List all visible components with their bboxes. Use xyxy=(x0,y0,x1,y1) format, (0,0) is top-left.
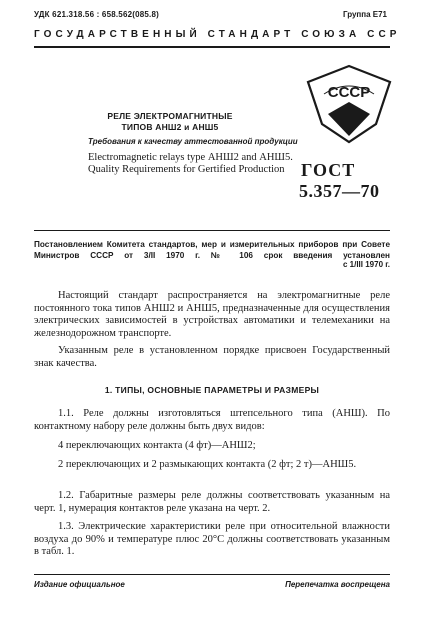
document-title-line2: ТИПОВ АНШ2 и АНШ5 xyxy=(121,122,219,132)
clause-1-3: 1.3. Электрические характеристики реле при относительной влажности воздуха до 90% и температуре плюс 20°С должны соответствовать указанным в табл. 1. xyxy=(34,521,390,557)
emblem-text: СССР xyxy=(327,84,371,101)
requirements-subtitle: Требования к качеству аттестованной продукции xyxy=(88,137,298,146)
header-divider xyxy=(34,46,390,48)
english-title-line2: Quality Requirements for Gertified Production xyxy=(88,164,285,175)
title-divider xyxy=(34,230,390,231)
decree-date: с 1/III 1970 г. xyxy=(342,260,390,269)
english-title-line1: Electromagnetic relays type АНШ2 and АНШ5. xyxy=(88,152,293,163)
gost-number: 5.357—70 xyxy=(299,181,380,201)
document-title xyxy=(70,111,270,133)
footer-reprint-notice: Перепечатка воспрещена xyxy=(285,580,390,589)
decree-text: Постановлением Комитета стандартов, мер и измерительных приборов при Совете Министров СССР от 3/II 1970 г. № 106 срок введения установлен xyxy=(34,240,390,260)
gost-label: ГОСТ xyxy=(301,160,356,180)
english-title xyxy=(88,152,293,176)
clause-1-1: 1.1. Реле должны изготовляться штепсельного типа (АНШ). По контактному набору реле должны быть двух видов: xyxy=(34,408,390,432)
standard-title: ГОСУДАРСТВЕННЫЙ СТАНДАРТ СОЮЗА ССР xyxy=(34,29,401,40)
contact-variant-1: 4 переключающих контакта (4 фт)—АНШ2; xyxy=(58,440,256,451)
udk-code: УДК 621.318.56 : 658.562(085.8) xyxy=(34,10,159,19)
intro-paragraph: Настоящий стандарт распространяется на электромагнитные реле постоянного тока типов АНШ2 и АНШ5, предназначенные для осуществления электрических зависимостей в устройствах автоматики и телемеханики на железнодорожном транспорте. xyxy=(34,290,390,339)
quality-mark-paragraph: Указанным реле в установленном порядке присвоен Государственный знак качества. xyxy=(34,345,390,369)
section-heading: 1. ТИПЫ, ОСНОВНЫЕ ПАРАМЕТРЫ И РАЗМЕРЫ xyxy=(104,385,320,395)
group-code: Группа Е71 xyxy=(342,10,387,19)
footer-official-edition: Издание официальное xyxy=(34,580,125,589)
document-title-line1: РЕЛЕ ЭЛЕКТРОМАГНИТНЫЕ xyxy=(107,111,233,121)
contact-variant-2: 2 переключающих и 2 размыкающих контакта (2 фт; 2 т)—АНШ5. xyxy=(58,459,357,470)
state-quality-mark-icon xyxy=(304,64,394,144)
footer-divider xyxy=(34,574,390,575)
clause-1-2: 1.2. Габаритные размеры реле должны соответствовать указанным на черт. 1, нумерация контактов реле указана на черт. 2. xyxy=(34,490,390,514)
